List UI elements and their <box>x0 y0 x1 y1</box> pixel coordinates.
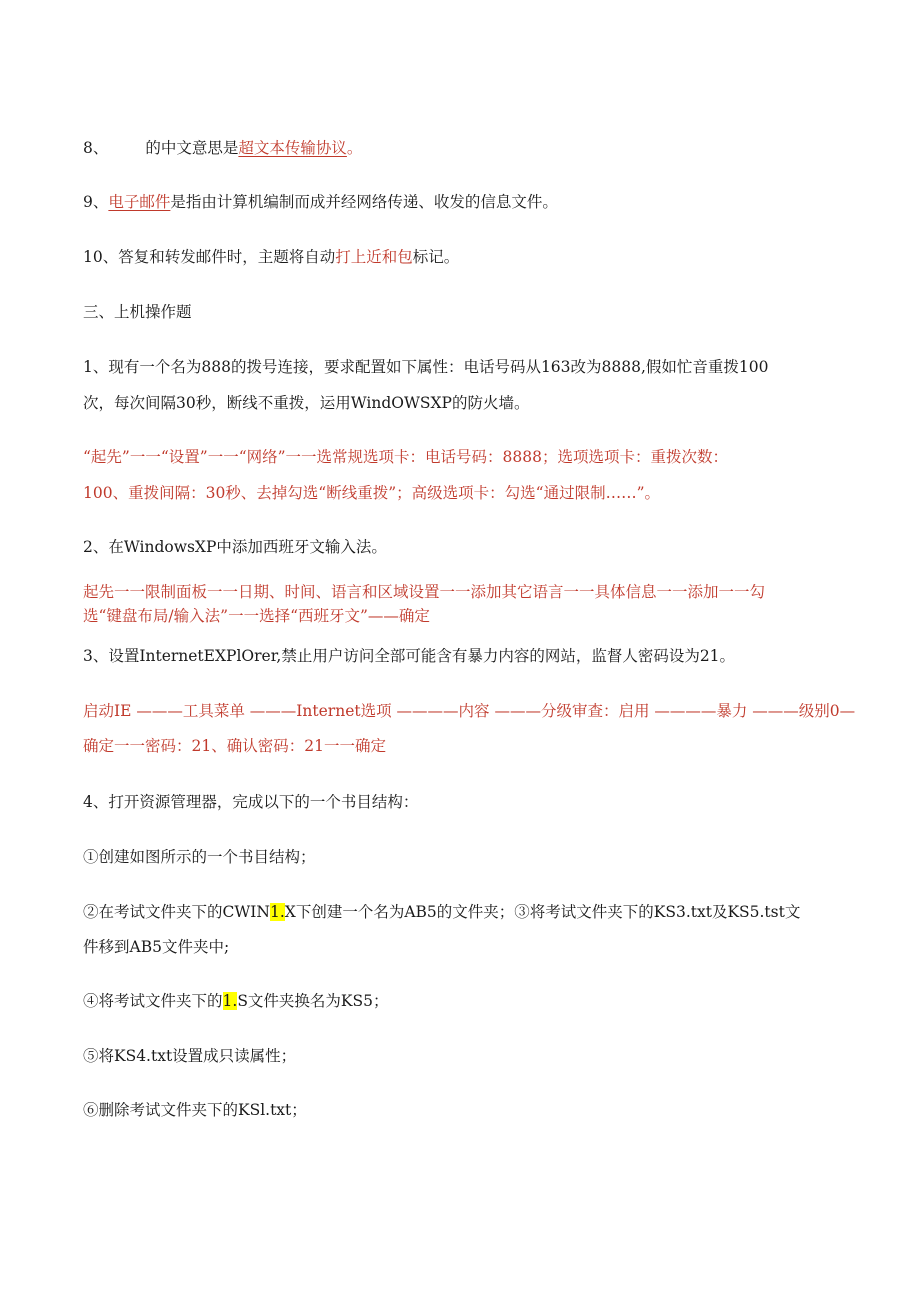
op4-step-2-continued: 件移到AB5文件夹中; <box>83 938 230 956</box>
punctuation: 。 <box>346 139 363 157</box>
question-number: 8、 <box>83 139 109 157</box>
step-text: ②在考试文件夹下的CWIN <box>83 903 270 921</box>
highlighted-text: 1. <box>222 992 238 1010</box>
op1-question-line-1: 1、现有一个名为888的拨号连接，要求配置如下属性：电话号码从163改为8888,假如忙音重拨100 <box>83 358 769 376</box>
op4-step-2 <box>83 902 800 922</box>
op2-question: 2、在WindowsXP中添加西班牙文输入法。 <box>83 538 387 556</box>
op3-answer-line-2: 确定一一密码：21、确认密码：21一一确定 <box>83 737 386 755</box>
op1-answer-line-2: 100、重拨间隔：30秒、去掉勾选“断线重拨”；高级选项卡：勾选“通过限制……”。 <box>83 484 661 502</box>
question-text: 10、答复和转发邮件时，主题将自动 <box>83 248 336 266</box>
answer-text: 超文本传输协议 <box>238 139 347 157</box>
question-number: 9、 <box>83 193 109 211</box>
question-8 <box>83 138 362 158</box>
op4-question: 4、打开资源管理器，完成以下的一个书目结构： <box>83 793 419 811</box>
question-10 <box>83 247 459 267</box>
op3-question: 3、设置InternetEXPlOrer,禁止用户访问全部可能含有暴力内容的网站，监督人密码设为21。 <box>83 647 736 665</box>
op1-question-line-2: 次，每次间隔30秒，断线不重拨，运用WindOWSXP的防火墙。 <box>83 394 530 412</box>
op4-step-5: ⑤将KS4.txt设置成只读属性； <box>83 1047 297 1065</box>
section-heading: 三、上机操作题 <box>83 303 192 321</box>
answer-text: 打上近和包 <box>335 248 413 266</box>
question-text: 是指由计算机编制而成并经网络传递、收发的信息文件。 <box>170 193 558 211</box>
question-text-end: 标记。 <box>412 248 460 266</box>
step-text: X下创建一个名为AB5的文件夹；③将考试文件夹下的KS3.txt及KS5.tst文 <box>284 903 801 921</box>
op2-answer-line-2: 选“键盘布局/输入法”一一选择“西班牙文”——确定 <box>83 607 430 625</box>
highlighted-text: 1. <box>269 903 285 921</box>
step-text: ④将考试文件夹下的 <box>83 992 223 1010</box>
op4-step-6: ⑥删除考试文件夹下的KSl.txt； <box>83 1101 307 1119</box>
step-text: S文件夹换名为KS5； <box>237 992 389 1010</box>
question-text: 的中文意思是 <box>145 139 239 157</box>
question-9 <box>83 192 558 212</box>
op4-step-1: ①创建如图所示的一个书目结构； <box>83 848 316 866</box>
answer-text: 电子邮件 <box>108 193 171 211</box>
op3-answer-line-1: 启动IE ———工具菜单 ———Internet选项 ————内容 ———分级审查：启用 ————暴力 ———级别0— <box>83 702 856 720</box>
op4-step-4 <box>83 991 389 1011</box>
op1-answer-line-1: “起先”一一“设置”一一“网络”一一选常规选项卡：电话号码：8888；选项选项卡：重拨次数： <box>83 448 728 466</box>
op2-answer-line-1: 起先一一限制面板一一日期、时间、语言和区域设置一一添加其它语言一一具体信息一一添加一一勾 <box>83 583 766 601</box>
